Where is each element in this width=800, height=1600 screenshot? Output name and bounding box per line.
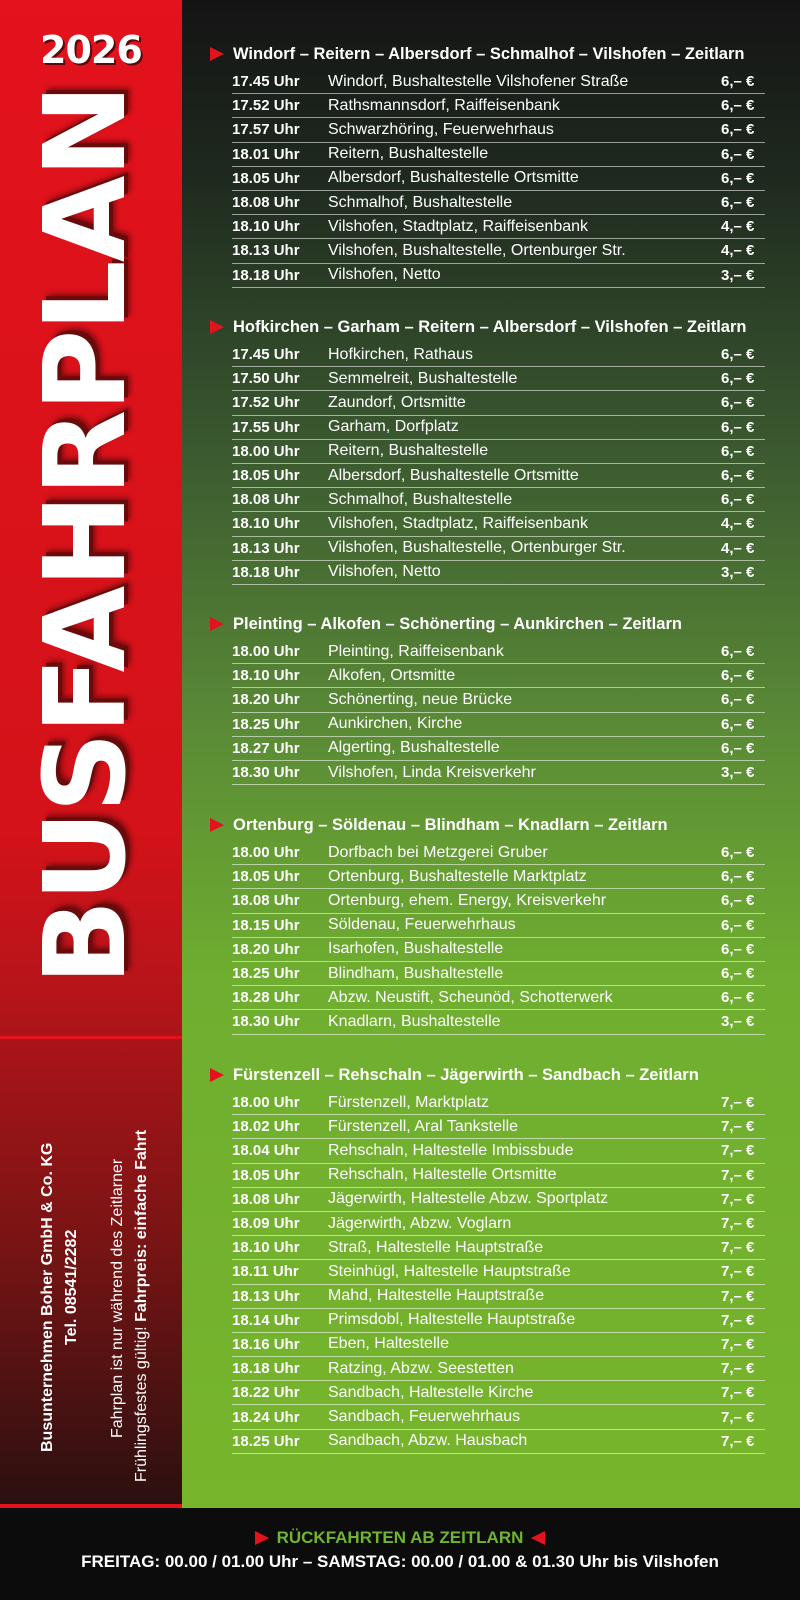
red-banner <box>0 0 182 1508</box>
stop-row <box>232 464 765 488</box>
stop-time: 18.05 Uhr <box>232 169 300 187</box>
stop-row <box>232 488 765 512</box>
route-section <box>210 42 765 288</box>
arrow-right-icon <box>255 1531 269 1545</box>
stop-time: 18.13 Uhr <box>232 242 300 260</box>
stop-row <box>232 761 765 785</box>
stop-name: Vilshofen, Stadtplatz, Raiffeisenbank <box>328 514 589 532</box>
stop-row <box>232 167 765 191</box>
stop-name: Jägerwirth, Abzw. Voglarn <box>328 1214 512 1232</box>
stop-row <box>232 889 765 913</box>
route-section <box>210 1063 765 1454</box>
stop-row <box>232 1333 765 1357</box>
stop-row <box>232 1357 765 1381</box>
stop-time: 18.08 Uhr <box>232 892 300 910</box>
stop-row <box>232 841 765 865</box>
stop-list <box>232 70 765 288</box>
stop-time: 18.08 Uhr <box>232 491 300 509</box>
stop-row <box>232 737 765 761</box>
stop-row <box>232 688 765 712</box>
stop-time: 18.05 Uhr <box>232 868 300 886</box>
stop-name: Primsdobl, Haltestelle Hauptstraße <box>328 1311 576 1329</box>
stop-price: 6,– € <box>721 965 755 983</box>
stop-row <box>232 440 765 464</box>
stop-price: 6,– € <box>721 169 755 187</box>
stop-name: Reitern, Bushaltestelle <box>328 442 489 460</box>
stop-time: 18.18 Uhr <box>232 563 300 581</box>
stop-time: 18.30 Uhr <box>232 764 300 782</box>
stop-name: Jägerwirth, Haltestelle Abzw. Sportplatz <box>328 1190 609 1208</box>
stop-name: Knadlarn, Bushaltestelle <box>328 1012 501 1030</box>
stop-name: Rehschaln, Haltestelle Imbissbude <box>328 1141 574 1159</box>
stop-time: 17.50 Uhr <box>232 370 300 388</box>
stop-time: 18.25 Uhr <box>232 1432 300 1450</box>
stop-row <box>232 94 765 118</box>
stop-name: Vilshofen, Netto <box>328 563 441 581</box>
stop-name: Reitern, Bushaltestelle <box>328 145 489 163</box>
stop-name: Vilshofen, Linda Kreisverkehr <box>328 763 536 781</box>
route-section <box>210 315 765 585</box>
stop-name: Sandbach, Haltestelle Kirche <box>328 1383 534 1401</box>
year-label: 2026 <box>40 28 142 72</box>
stop-time: 18.28 Uhr <box>232 989 300 1007</box>
stop-time: 18.08 Uhr <box>232 194 300 212</box>
stop-time: 18.30 Uhr <box>232 1013 300 1031</box>
stop-price: 6,– € <box>721 940 755 958</box>
stop-name: Eben, Haltestelle <box>328 1335 449 1353</box>
stop-price: 7,– € <box>721 1263 755 1281</box>
return-heading-row <box>0 1528 800 1548</box>
stop-time: 18.13 Uhr <box>232 539 300 557</box>
stop-name: Ortenburg, ehem. Energy, Kreisverkehr <box>328 891 607 909</box>
stop-time: 18.05 Uhr <box>232 467 300 485</box>
route-title: Windorf – Reitern – Albersdorf – Schmalhof – Vilshofen – Zeitlarn <box>233 44 745 63</box>
stop-price: 7,– € <box>721 1432 755 1450</box>
stop-row <box>232 962 765 986</box>
stop-row <box>232 1212 765 1236</box>
stop-row <box>232 713 765 737</box>
stop-name: Schmalhof, Bushaltestelle <box>328 490 513 508</box>
stop-time: 18.00 Uhr <box>232 1094 300 1112</box>
stop-price: 6,– € <box>721 346 755 364</box>
stop-row <box>232 367 765 391</box>
stop-name: Schwarzhöring, Feuerwehrhaus <box>328 120 554 138</box>
arrow-right-icon <box>210 818 224 832</box>
stop-price: 3,– € <box>721 266 755 284</box>
return-heading: RÜCKFAHRTEN AB ZEITLARN <box>276 1528 524 1547</box>
stop-name: Isarhofen, Bushaltestelle <box>328 940 504 958</box>
stop-name: Söldenau, Feuerwehrhaus <box>328 916 516 934</box>
stop-time: 18.10 Uhr <box>232 667 300 685</box>
stop-name: Rehschaln, Haltestelle Ortsmitte <box>328 1166 557 1184</box>
stop-time: 17.45 Uhr <box>232 73 300 91</box>
stop-name: Fürstenzell, Marktplatz <box>328 1093 489 1111</box>
stop-row <box>232 191 765 215</box>
stop-price: 6,– € <box>721 121 755 139</box>
stop-time: 18.22 Uhr <box>232 1384 300 1402</box>
stop-price: 3,– € <box>721 1013 755 1031</box>
route-heading <box>210 42 765 66</box>
route-title: Hofkirchen – Garham – Reitern – Albersdorf – Vilshofen – Zeitlarn <box>233 317 747 336</box>
arrow-right-icon <box>210 320 224 334</box>
stop-row <box>232 118 765 142</box>
stop-price: 6,– € <box>721 145 755 163</box>
notice-line1: Fahrplan ist nur während des Zeitlarner <box>109 1158 126 1438</box>
stop-list <box>232 1091 765 1454</box>
stop-time: 18.16 Uhr <box>232 1335 300 1353</box>
stop-price: 6,– € <box>721 491 755 509</box>
route-heading <box>210 315 765 339</box>
stop-time: 18.08 Uhr <box>232 1190 300 1208</box>
stop-row <box>232 143 765 167</box>
stop-row <box>232 914 765 938</box>
stop-name: Sandbach, Abzw. Hausbach <box>328 1432 528 1450</box>
stop-row <box>232 865 765 889</box>
stop-time: 18.18 Uhr <box>232 1360 300 1378</box>
stop-price: 7,– € <box>721 1384 755 1402</box>
stop-name: Vilshofen, Bushaltestelle, Ortenburger Str. <box>328 241 626 259</box>
company-phone: Tel. 08541/2282 <box>63 1229 80 1345</box>
stop-time: 17.57 Uhr <box>232 121 300 139</box>
stop-time: 18.27 Uhr <box>232 739 300 757</box>
flyer-title: BUSFAHRPLAN <box>21 85 151 985</box>
stop-price: 6,– € <box>721 739 755 757</box>
stop-row <box>232 1115 765 1139</box>
stop-time: 18.20 Uhr <box>232 691 300 709</box>
stop-price: 6,– € <box>721 394 755 412</box>
route-title: Ortenburg – Söldenau – Blindham – Knadlarn – Zeitlarn <box>233 815 668 834</box>
stop-price: 4,– € <box>721 242 755 260</box>
stop-price: 6,– € <box>721 643 755 661</box>
stop-time: 18.15 Uhr <box>232 916 300 934</box>
stop-time: 18.10 Uhr <box>232 1239 300 1257</box>
stop-row <box>232 343 765 367</box>
stop-row <box>232 1236 765 1260</box>
stop-row <box>232 1381 765 1405</box>
stop-time: 18.02 Uhr <box>232 1118 300 1136</box>
stop-row <box>232 1164 765 1188</box>
stop-price: 3,– € <box>721 563 755 581</box>
route-title: Pleinting – Alkofen – Schönerting – Aunkirchen – Zeitlarn <box>233 614 682 633</box>
stop-row <box>232 1430 765 1454</box>
stop-price: 6,– € <box>721 73 755 91</box>
stop-row <box>232 1285 765 1309</box>
route-section <box>210 612 765 785</box>
stop-time: 18.00 Uhr <box>232 442 300 460</box>
stop-list <box>232 343 765 585</box>
stop-price: 4,– € <box>721 539 755 557</box>
stop-price: 6,– € <box>721 667 755 685</box>
stop-price: 6,– € <box>721 418 755 436</box>
notice-line2-bold: Fahrpreis: einfache Fahrt <box>133 1129 150 1322</box>
arrow-right-icon <box>210 1068 224 1082</box>
stop-name: Schmalhof, Bushaltestelle <box>328 193 513 211</box>
stop-name: Alkofen, Ortsmitte <box>328 666 456 684</box>
stop-time: 18.05 Uhr <box>232 1166 300 1184</box>
stop-price: 7,– € <box>721 1239 755 1257</box>
return-trips-bar <box>0 1508 800 1600</box>
stop-row <box>232 512 765 536</box>
stop-name: Straß, Haltestelle Hauptstraße <box>328 1238 544 1256</box>
stop-time: 18.14 Uhr <box>232 1311 300 1329</box>
stop-price: 7,– € <box>721 1142 755 1160</box>
stop-name: Sandbach, Feuerwehrhaus <box>328 1408 521 1426</box>
stop-row <box>232 70 765 94</box>
stop-name: Vilshofen, Stadtplatz, Raiffeisenbank <box>328 217 589 235</box>
stop-time: 17.55 Uhr <box>232 418 300 436</box>
arrow-right-icon <box>210 617 224 631</box>
stop-price: 7,– € <box>721 1311 755 1329</box>
stop-price: 3,– € <box>721 764 755 782</box>
stop-name: Vilshofen, Bushaltestelle, Ortenburger Str. <box>328 539 626 557</box>
stop-price: 6,– € <box>721 442 755 460</box>
stop-time: 18.11 Uhr <box>232 1263 299 1281</box>
stop-price: 6,– € <box>721 844 755 862</box>
stop-time: 17.52 Uhr <box>232 97 300 115</box>
stop-name: Garham, Dorfplatz <box>328 418 459 436</box>
stop-price: 6,– € <box>721 989 755 1007</box>
notice-line2-plain: Frühlingsfestes gültig! <box>133 1321 150 1482</box>
stop-row <box>232 264 765 288</box>
stop-price: 6,– € <box>721 370 755 388</box>
stop-time: 18.13 Uhr <box>232 1287 300 1305</box>
stop-price: 6,– € <box>721 868 755 886</box>
stop-name: Albersdorf, Bushaltestelle Ortsmitte <box>328 169 579 187</box>
stop-name: Schönerting, neue Brücke <box>328 690 513 708</box>
stop-name: Steinhügl, Haltestelle Hauptstraße <box>328 1262 571 1280</box>
stop-row <box>232 537 765 561</box>
stop-time: 18.01 Uhr <box>232 145 300 163</box>
stop-time: 18.25 Uhr <box>232 965 300 983</box>
stop-price: 6,– € <box>721 691 755 709</box>
stop-row <box>232 1309 765 1333</box>
stop-name: Fürstenzell, Aral Tankstelle <box>328 1117 519 1135</box>
stop-row <box>232 1010 765 1034</box>
route-section <box>210 813 765 1035</box>
arrow-left-icon <box>531 1531 545 1545</box>
stop-time: 18.18 Uhr <box>232 266 300 284</box>
stop-price: 7,– € <box>721 1094 755 1112</box>
stop-row <box>232 239 765 263</box>
stop-row <box>232 938 765 962</box>
route-title: Fürstenzell – Rehschaln – Jägerwirth – Sandbach – Zeitlarn <box>233 1065 699 1084</box>
stop-price: 7,– € <box>721 1190 755 1208</box>
stop-name: Pleinting, Raiffeisenbank <box>328 642 504 660</box>
stop-price: 4,– € <box>721 515 755 533</box>
stop-name: Vilshofen, Netto <box>328 266 441 284</box>
stop-price: 4,– € <box>721 218 755 236</box>
stop-time: 18.10 Uhr <box>232 515 300 533</box>
stop-price: 7,– € <box>721 1166 755 1184</box>
stop-name: Hofkirchen, Rathaus <box>328 345 473 363</box>
stop-time: 18.00 Uhr <box>232 643 300 661</box>
stop-name: Rathsmannsdorf, Raiffeisenbank <box>328 96 560 114</box>
stop-price: 7,– € <box>721 1287 755 1305</box>
stop-row <box>232 664 765 688</box>
stop-row <box>232 1091 765 1115</box>
stop-price: 6,– € <box>721 892 755 910</box>
stop-price: 6,– € <box>721 467 755 485</box>
stop-name: Windorf, Bushaltestelle Vilshofener Straße <box>328 72 629 90</box>
stop-time: 18.04 Uhr <box>232 1142 300 1160</box>
stop-name: Semmelreit, Bushaltestelle <box>328 369 518 387</box>
stop-row <box>232 561 765 585</box>
stop-row <box>232 215 765 239</box>
stop-row <box>232 416 765 440</box>
company-name: Busunternehmen Boher GmbH & Co. KG <box>39 1142 56 1452</box>
stop-price: 7,– € <box>721 1215 755 1233</box>
stop-row <box>232 1188 765 1212</box>
stop-row <box>232 1139 765 1163</box>
stop-price: 7,– € <box>721 1360 755 1378</box>
stop-row <box>232 1260 765 1284</box>
notice-line2 <box>132 1130 152 1482</box>
stop-name: Blindham, Bushaltestelle <box>328 964 504 982</box>
stop-time: 18.25 Uhr <box>232 715 300 733</box>
stop-price: 7,– € <box>721 1408 755 1426</box>
stop-name: Aunkirchen, Kirche <box>328 715 463 733</box>
stop-price: 7,– € <box>721 1118 755 1136</box>
stop-price: 6,– € <box>721 715 755 733</box>
stop-name: Mahd, Haltestelle Hauptstraße <box>328 1287 545 1305</box>
arrow-right-icon <box>210 47 224 61</box>
route-heading <box>210 612 765 636</box>
stop-price: 6,– € <box>721 194 755 212</box>
stop-time: 18.10 Uhr <box>232 218 300 236</box>
stop-row <box>232 986 765 1010</box>
stop-list <box>232 640 765 785</box>
stop-time: 18.24 Uhr <box>232 1408 300 1426</box>
stop-time: 18.20 Uhr <box>232 940 300 958</box>
stop-price: 7,– € <box>721 1335 755 1353</box>
stop-time: 17.52 Uhr <box>232 394 300 412</box>
stop-list <box>232 841 765 1035</box>
stop-name: Ortenburg, Bushaltestelle Marktplatz <box>328 867 587 885</box>
stop-row <box>232 1405 765 1429</box>
stop-price: 6,– € <box>721 97 755 115</box>
route-heading <box>210 1063 765 1087</box>
stop-time: 17.45 Uhr <box>232 346 300 364</box>
stop-name: Ratzing, Abzw. Seestetten <box>328 1359 514 1377</box>
stop-price: 6,– € <box>721 916 755 934</box>
stop-time: 18.09 Uhr <box>232 1215 300 1233</box>
stop-name: Abzw. Neustift, Scheunöd, Schotterwerk <box>328 988 613 1006</box>
banner-divider <box>0 1036 182 1039</box>
route-heading <box>210 813 765 837</box>
stop-time: 18.00 Uhr <box>232 844 300 862</box>
stop-row <box>232 391 765 415</box>
stop-name: Dorfbach bei Metzgerei Gruber <box>328 843 548 861</box>
return-schedule: FREITAG: 00.00 / 01.00 Uhr – SAMSTAG: 00.00 / 01.00 & 01.30 Uhr bis Vilshofen <box>81 1552 719 1571</box>
stop-name: Albersdorf, Bushaltestelle Ortsmitte <box>328 466 579 484</box>
stop-name: Zaundorf, Ortsmitte <box>328 393 466 411</box>
stop-name: Algerting, Bushaltestelle <box>328 739 500 757</box>
stop-row <box>232 640 765 664</box>
